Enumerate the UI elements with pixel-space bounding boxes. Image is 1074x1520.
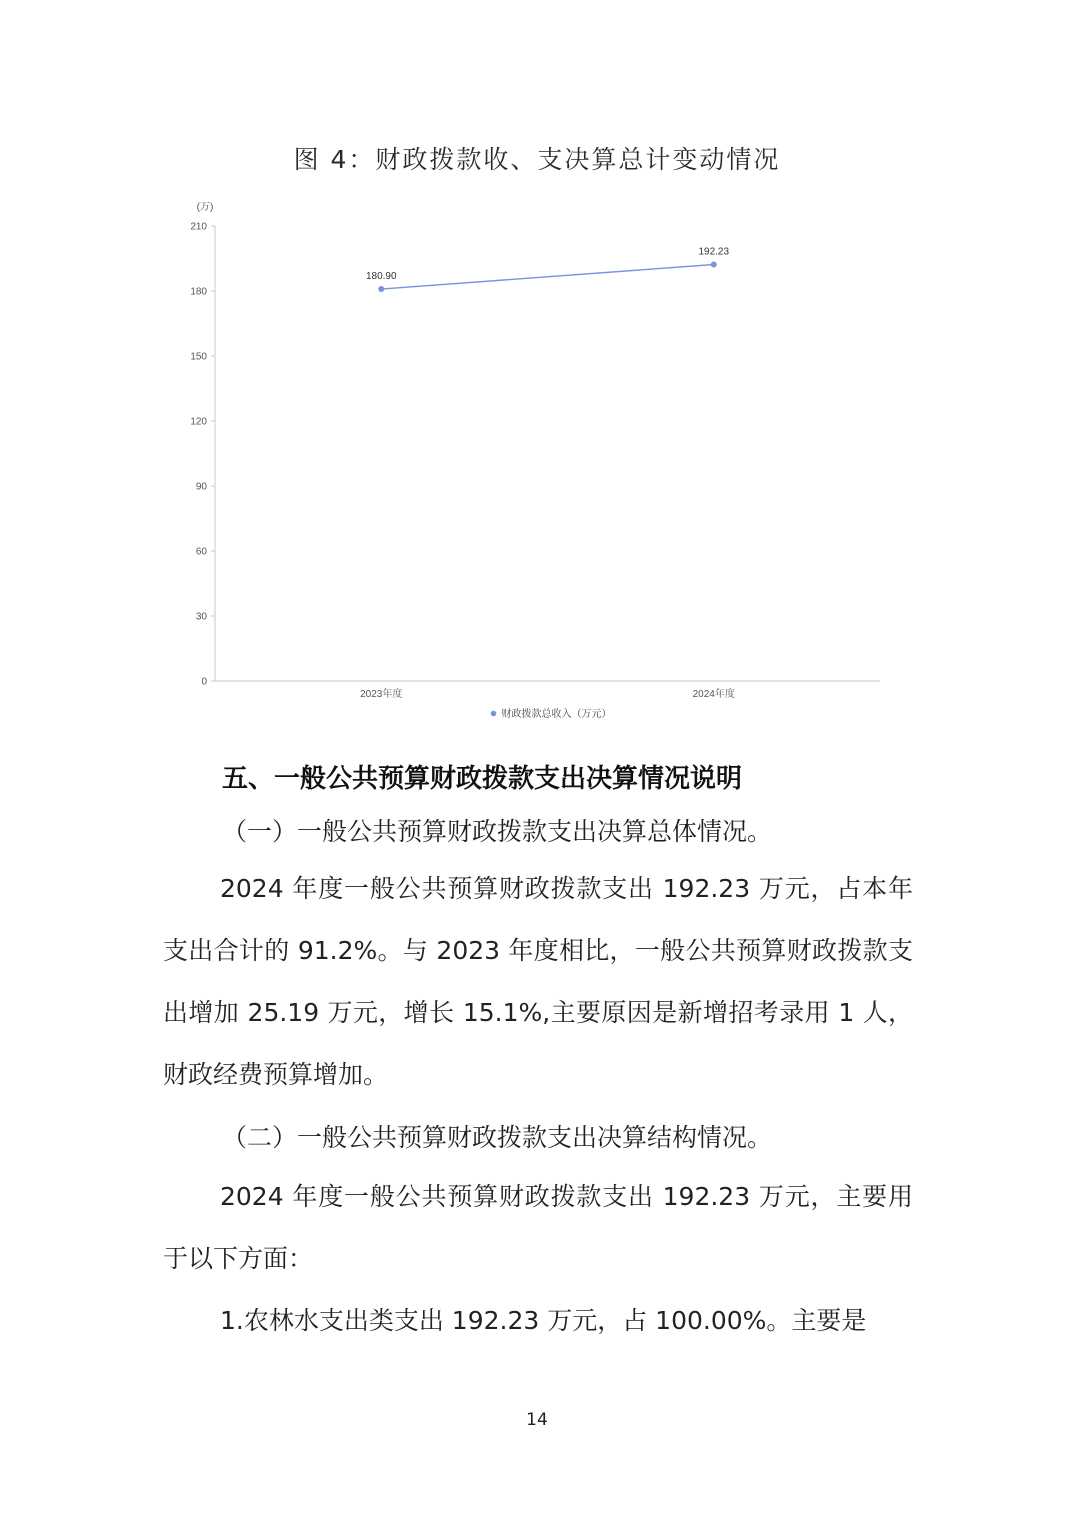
y-tick-label: 210 [190,221,207,233]
y-tick-label: 120 [190,416,207,428]
legend-label: 财政拨款总收入（万元） [501,709,612,720]
y-tick-label: 90 [195,481,207,493]
paragraph-3-text: 1.农林水支出类支出 192.23 万元，占 100.00%。主要是 [220,1306,867,1335]
paragraph-1 [163,858,913,1106]
data-label: 180.90 [365,271,397,283]
y-tick-label: 60 [195,546,207,558]
subsection-heading-1: （一）一般公共预算财政拨款支出决算总体情况。 [222,817,773,846]
data-point [378,286,384,292]
y-tick-label: 150 [190,351,207,363]
paragraph-2-text: 2024 年度一般公共预算财政拨款支出 192.23 万元，主要用于以下方面： [163,1182,913,1273]
page-number: 14 [526,1410,548,1430]
y-unit-label: (万) [196,202,214,213]
section-heading: 五、一般公共预算财政拨款支出决算情况说明 [222,764,743,794]
figure-title: 图 4：财政拨款收、支决算总计变动情况 [293,145,781,174]
y-tick-label: 30 [195,611,207,623]
line-chart [170,196,900,736]
paragraph-2 [163,1166,913,1290]
x-tick-label: 2024年度 [692,689,735,700]
paragraph-1-text: 2024 年度一般公共预算财政拨款支出 192.23 万元，占本年支出合计的 91.2%。与 2023 年度相比，一般公共预算财政拨款支出增加 25.19 万元，增长 15.1%,主要原因是新增招考录用 1 人，财政经费预算增加。 [163,874,913,1089]
series-line [381,265,714,290]
data-label: 192.23 [698,246,730,258]
data-point [711,262,717,268]
y-tick-label: 0 [201,676,207,688]
x-tick-label: 2023年度 [360,689,403,700]
subsection-heading-2: （二）一般公共预算财政拨款支出决算结构情况。 [222,1123,773,1152]
y-tick-label: 180 [190,286,207,298]
legend-marker [491,711,497,717]
paragraph-3 [163,1290,913,1352]
